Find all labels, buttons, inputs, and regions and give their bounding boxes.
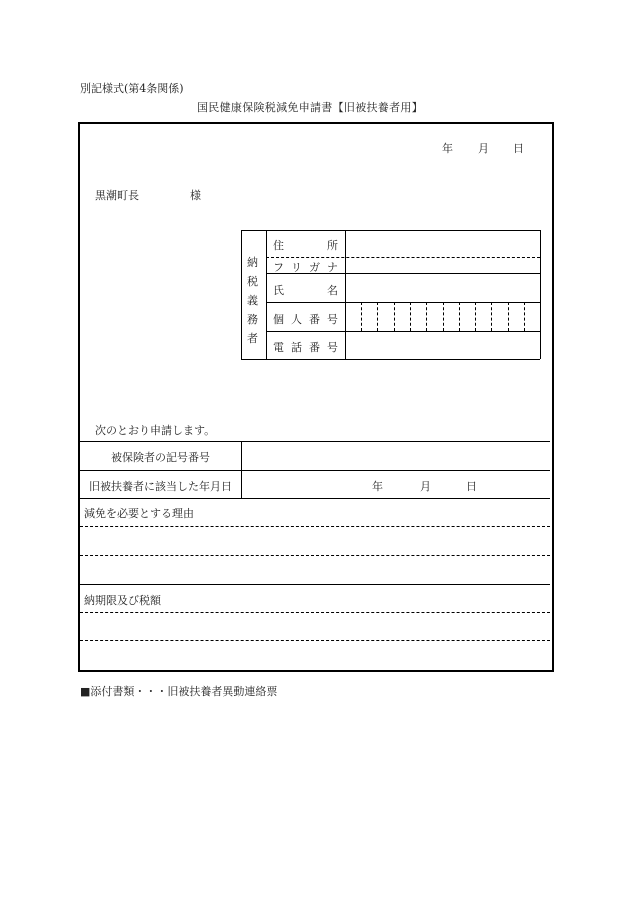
dependent-date-field[interactable] — [242, 471, 550, 498]
taxpayer-group-char: 納 — [247, 256, 258, 269]
deadline-field[interactable] — [80, 613, 550, 668]
date-day-label: 日 — [513, 142, 524, 155]
phone-field[interactable] — [346, 332, 540, 359]
dependent-date-year: 年 — [372, 480, 383, 493]
phone-label: 電 話 番 号 — [273, 341, 338, 354]
intro-text: 次のとおり申請します。 — [95, 424, 216, 437]
personal-number-label: 個 人 番 号 — [273, 313, 338, 326]
taxpayer-group-char: 者 — [247, 332, 258, 345]
taxpayer-group-char: 税 — [247, 275, 258, 288]
date-month-label: 月 — [478, 142, 489, 155]
insured-number-label: 被保険者の記号番号 — [111, 451, 210, 464]
taxpayer-group-char: 義 — [247, 294, 258, 307]
insured-number-field[interactable] — [242, 442, 550, 470]
address-field[interactable] — [346, 231, 540, 257]
page-title: 国民健康保険税減免申請書【旧被扶養者用】 — [197, 101, 423, 114]
furigana-field[interactable] — [346, 258, 540, 273]
dependent-date-day: 日 — [466, 480, 477, 493]
taxpayer-group-char: 務 — [247, 313, 258, 326]
name-field[interactable] — [346, 274, 540, 302]
addressee-name: 黒潮町長 — [95, 189, 139, 202]
taxpayer-group-label — [247, 253, 258, 348]
address-label: 住 所 — [273, 239, 338, 252]
form-label: 別記様式(第4条関係) — [80, 82, 184, 95]
dependent-date-label: 旧被扶養者に該当した年月日 — [89, 480, 232, 493]
date-year-label: 年 — [442, 142, 453, 155]
addressee-suffix: 様 — [190, 189, 201, 202]
personal-number-field[interactable] — [346, 303, 540, 331]
dependent-date-month: 月 — [420, 480, 431, 493]
deadline-label: 納期限及び税額 — [84, 594, 161, 607]
name-label: 氏 名 — [273, 284, 338, 297]
furigana-label: フ リ ガ ナ — [273, 261, 338, 274]
attachment-note: ■添付書類・・・旧被扶養者異動連絡票 — [80, 685, 278, 698]
form-frame — [78, 122, 554, 672]
reason-label: 減免を必要とする理由 — [84, 507, 194, 520]
reason-field[interactable] — [80, 527, 550, 584]
